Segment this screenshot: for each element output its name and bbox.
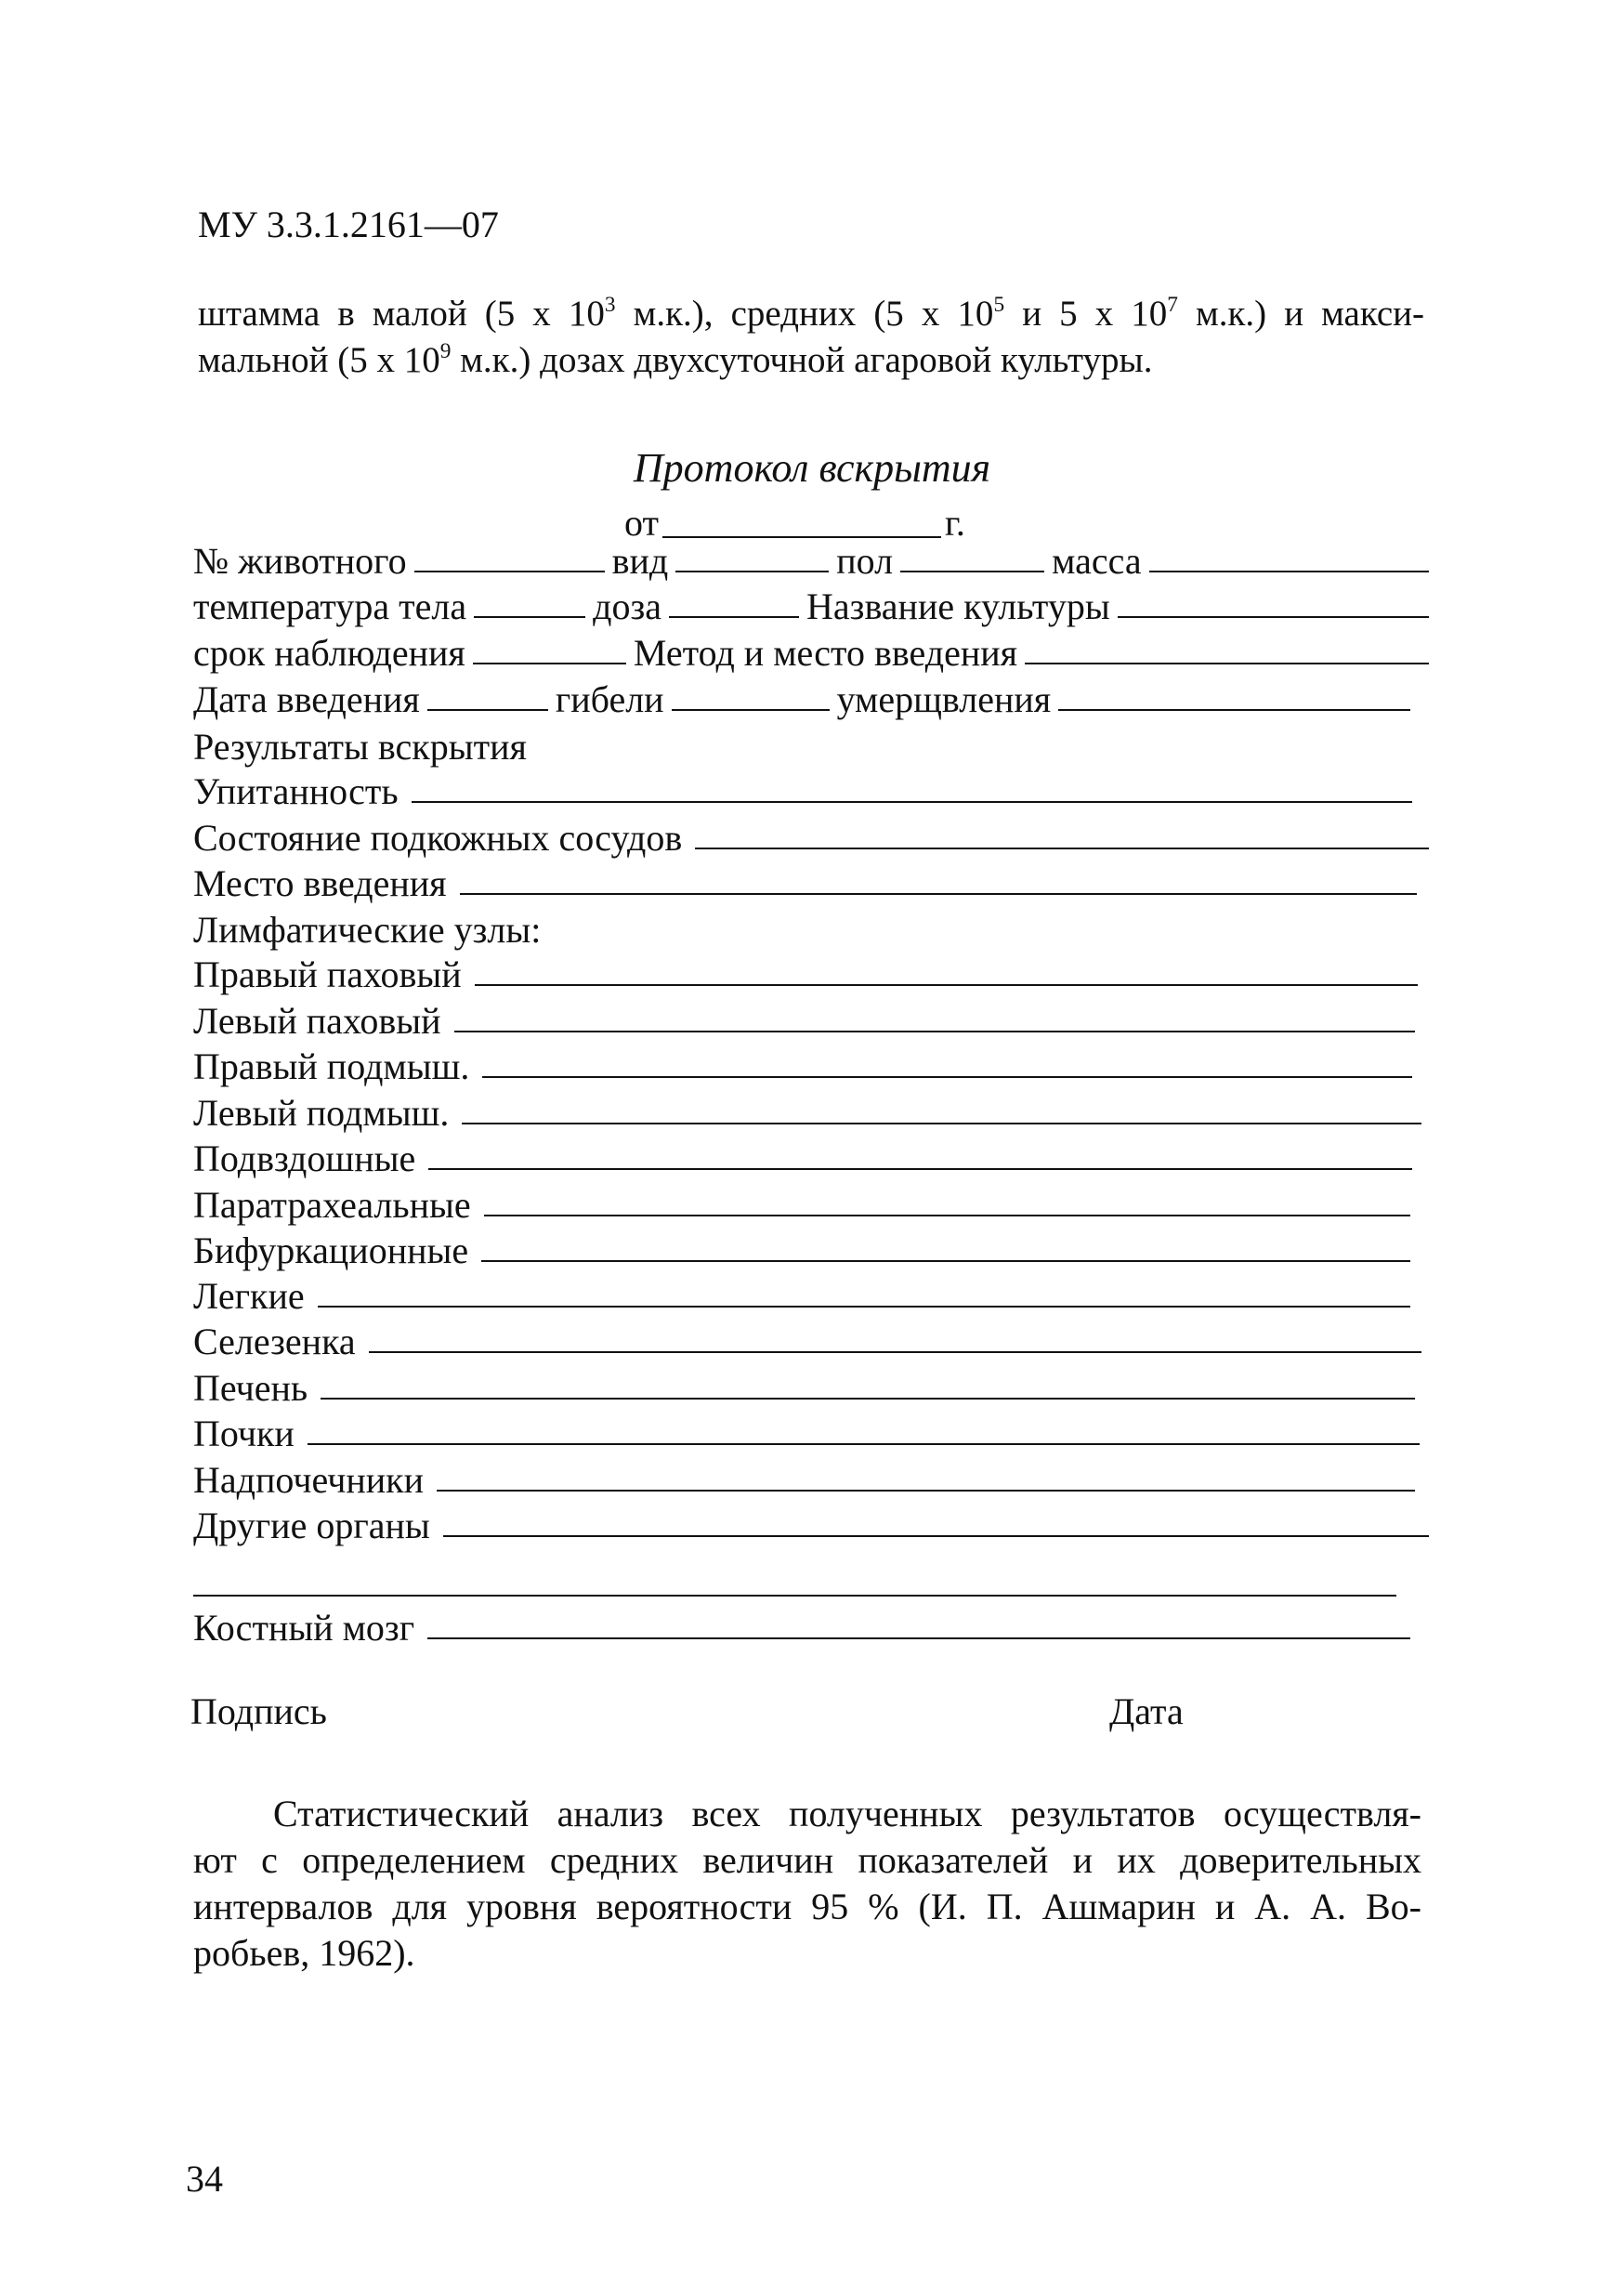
lymph-row <box>193 1364 1415 1407</box>
lymph-row <box>193 1272 1410 1315</box>
method-place-field[interactable] <box>1025 662 1429 664</box>
protocol-date-line <box>624 502 965 544</box>
field-input[interactable] <box>428 1167 1412 1170</box>
lymph-heading: Лимфатические узлы: <box>193 909 542 951</box>
year-label: г. <box>944 502 965 544</box>
field-input[interactable] <box>481 1259 1410 1262</box>
dose-label: доза <box>593 585 661 627</box>
euthanasia-field[interactable] <box>1058 708 1410 711</box>
paragraph-line: ют с определением средних величин показателей и их доверительных <box>193 1839 1421 1881</box>
mass-label: масса <box>1052 540 1142 582</box>
extra-blank-line[interactable] <box>193 1595 1396 1597</box>
paragraph-line: робьев, 1962). <box>193 1932 415 1974</box>
lymph-row <box>193 1456 1415 1499</box>
field-label: Правый подмыш. <box>193 1045 470 1087</box>
field-label: Упитанность <box>193 770 399 812</box>
field-input[interactable] <box>482 1075 1412 1078</box>
results-heading: Результаты вскрытия <box>193 726 527 768</box>
animal-number-label: № животного <box>193 540 407 582</box>
field-input[interactable] <box>308 1442 1420 1445</box>
lymph-row <box>193 1181 1410 1224</box>
culture-name-field[interactable] <box>1118 615 1429 618</box>
field-label: Левый паховый <box>193 1000 441 1042</box>
field-input[interactable] <box>462 1122 1421 1124</box>
field-input[interactable] <box>695 847 1429 849</box>
animal-number-field[interactable] <box>414 570 605 572</box>
euthanasia-label: умерщвления <box>836 678 1052 720</box>
signature-label: Подпись <box>190 1690 327 1732</box>
field-label: Левый подмыш. <box>193 1092 450 1134</box>
lymph-row <box>193 1089 1421 1132</box>
lymph-row <box>193 1043 1412 1085</box>
field-label: Легкие <box>193 1275 305 1317</box>
intro-line-1: штамма в малой (5 х $10^3$ м.к.), средних (5 х $10^5$ и 5 х $10^7$ м.к.) и макси- <box>198 292 1425 334</box>
field-label: Бифуркационные <box>193 1229 469 1271</box>
paragraph-line: Статистический анализ всех полученных результатов осуществля- <box>273 1793 1421 1834</box>
mass-field[interactable] <box>1149 570 1429 572</box>
field-label: Состояние подкожных сосудов <box>193 817 683 859</box>
field-input[interactable] <box>484 1214 1410 1216</box>
intro-line-2: мальной (5 х $10^9$ м.к.) дозах двухсуточной агаровой культуры. <box>198 338 1153 380</box>
death-field[interactable] <box>672 708 830 711</box>
temperature-field[interactable] <box>474 615 585 618</box>
field-label: Место введения <box>193 862 447 904</box>
lymph-row <box>193 997 1415 1040</box>
field-row <box>193 814 1429 857</box>
form-row-dates <box>193 676 1429 718</box>
paragraph-line: интервалов для уровня вероятности 95 % (И. П. Ашмарин и А. А. Во- <box>193 1886 1421 1927</box>
sex-field[interactable] <box>900 570 1044 572</box>
field-label: Другие органы <box>193 1505 430 1546</box>
field-row <box>193 768 1412 810</box>
observation-period-label: срок наблюдения <box>193 632 465 674</box>
field-input[interactable] <box>412 800 1412 803</box>
form-row-temperature <box>193 583 1429 625</box>
observation-period-field[interactable] <box>473 662 626 664</box>
field-input[interactable] <box>443 1534 1429 1537</box>
death-label: гибели <box>555 678 664 720</box>
dose-field[interactable] <box>669 615 799 618</box>
field-label: Печень <box>193 1367 308 1409</box>
species-label: вид <box>611 540 669 582</box>
field-input[interactable] <box>475 983 1418 986</box>
lymph-row <box>193 1318 1421 1360</box>
field-label: Почки <box>193 1413 295 1454</box>
field-input[interactable] <box>460 892 1417 895</box>
field-input[interactable] <box>318 1305 1410 1308</box>
injection-date-label: Дата введения <box>193 678 420 720</box>
field-label: Правый паховый <box>193 953 462 995</box>
lymph-row <box>193 1410 1420 1452</box>
temperature-label: температура тела <box>193 585 467 627</box>
bone-marrow-field[interactable] <box>427 1636 1410 1639</box>
lymph-row <box>193 1227 1410 1269</box>
sex-label: пол <box>836 540 894 582</box>
date-label: Дата <box>1109 1690 1184 1732</box>
field-label: Паратрахеальные <box>193 1184 471 1226</box>
field-input[interactable] <box>437 1489 1415 1492</box>
culture-name-label: Название культуры <box>806 585 1110 627</box>
injection-date-field[interactable] <box>427 708 548 711</box>
field-label: Подвздошные <box>193 1137 416 1179</box>
field-input[interactable] <box>369 1350 1421 1353</box>
form-row-observation <box>193 629 1429 672</box>
field-label: Надпочечники <box>193 1459 425 1501</box>
bone-marrow-label: Костный мозг <box>193 1607 415 1649</box>
document-header: МУ 3.3.1.2161—07 <box>198 204 499 245</box>
method-place-label: Метод и место введения <box>633 632 1018 674</box>
field-label: Селезенка <box>193 1321 356 1362</box>
species-field[interactable] <box>675 570 829 572</box>
field-input[interactable] <box>454 1030 1415 1032</box>
page-number: 34 <box>186 2158 223 2200</box>
from-label: от <box>624 502 659 544</box>
field-row <box>193 860 1417 902</box>
lymph-row <box>193 1135 1412 1177</box>
statistics-paragraph <box>193 1795 1421 1981</box>
lymph-row <box>193 1502 1429 1544</box>
protocol-date-field[interactable] <box>662 506 941 538</box>
form-row-animal <box>193 537 1429 580</box>
protocol-title: Протокол вскрытия <box>633 445 991 491</box>
bone-marrow-row <box>193 1604 1410 1647</box>
lymph-row <box>193 951 1418 993</box>
field-input[interactable] <box>321 1397 1415 1400</box>
